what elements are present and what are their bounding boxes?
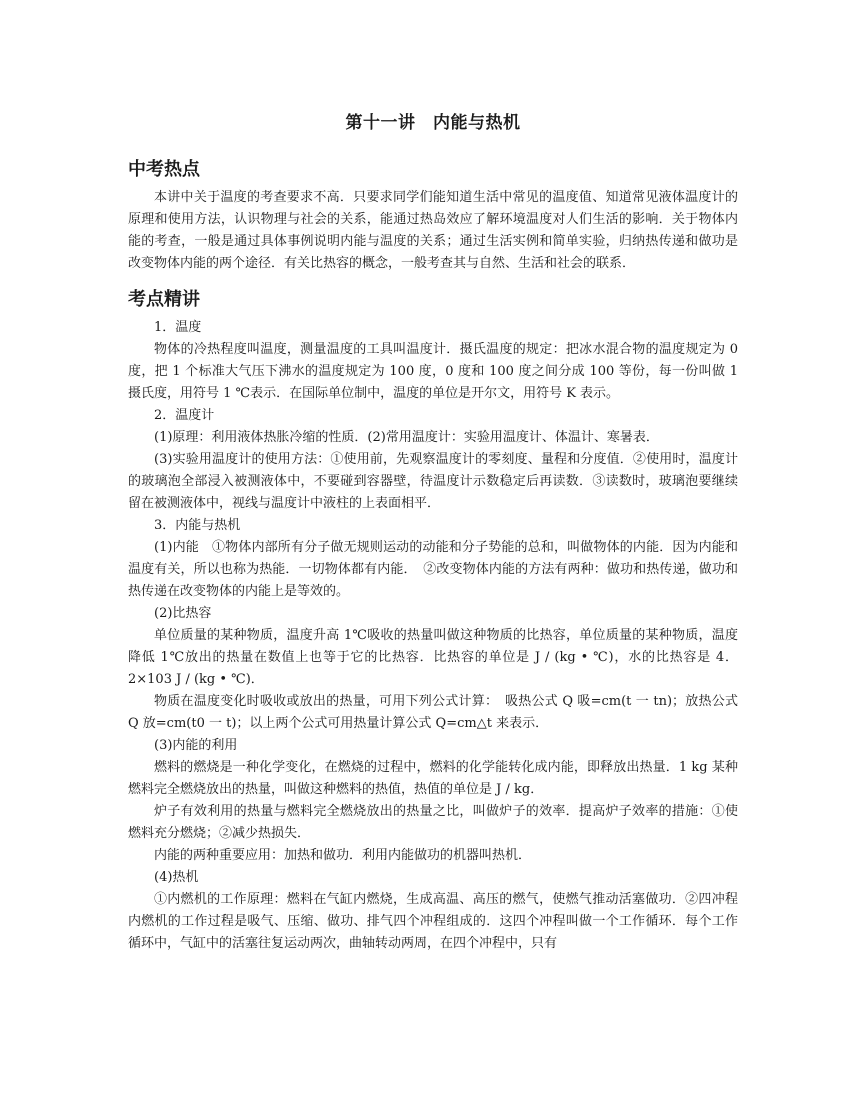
section-heading-hotspots: 中考热点 bbox=[128, 159, 200, 180]
subheading-thermometer: 2．温度计 bbox=[154, 408, 215, 423]
subheading-internal-energy: 3．内能与热机 bbox=[154, 518, 241, 533]
paragraph: 单位质量的某种物质，温度升高 1℃吸收的热量叫做这种物质的比热容，单位质量的某种物质，温度降低 1℃放出的热量在数值上也等于它的比热容．比热容的单位是 J / (kg • ℃)，水的比热容是 4．2×103 J / (kg • ℃)． bbox=[128, 628, 738, 687]
paragraph: (1)原理：利用液体热胀冷缩的性质．(2)常用温度计：实验用温度计、体温计、寒暑表． bbox=[154, 430, 659, 445]
subheading-heat-engine: (4)热机 bbox=[154, 870, 199, 885]
document-page bbox=[128, 108, 738, 955]
subheading-temperature: 1．温度 bbox=[154, 320, 202, 335]
paragraph: (1)内能 ①物体内部所有分子做无规则运动的动能和分子势能的总和，叫做物体的内能．因为内能和温度有关，所以也称为热能．一切物体都有内能． ②改变物体内能的方法有两种：做功和热传递，做功和热传递在改变物体的内能上是等效的。 bbox=[128, 540, 738, 599]
lecture-title: 第十一讲 内能与热机 bbox=[345, 113, 521, 133]
paragraph: 炉子有效利用的热量与燃料完全燃烧放出的热量之比，叫做炉子的效率．提高炉子效率的措施：①使燃料充分燃烧；②减少热损失． bbox=[128, 804, 738, 841]
paragraph: 物体的冷热程度叫温度，测量温度的工具叫温度计．摄氏温度的规定：把冰水混合物的温度规定为 0 度，把 1 个标准大气压下沸水的温度规定为 100 度，0 度和 100 度之间分成 100 等份，每一份叫做 1 摄氏度，用符号 1 ℃表示．在国际单位制中，温度的单位是开尔文，用符号 K 表示。 bbox=[128, 342, 738, 401]
section-heading-key-points: 考点精讲 bbox=[128, 289, 200, 310]
paragraph: (3)实验用温度计的使用方法：①使用前，先观察温度计的零刻度、量程和分度值．②使用时，温度计的玻璃泡全部浸入被测液体中，不要碰到容器壁，待温度计示数稳定后再读数．③读数时，玻璃泡要继续留在被测液体中，视线与温度计中液柱的上表面相平． bbox=[128, 452, 738, 511]
paragraph: 内能的两种重要应用：加热和做功．利用内能做功的机器叫热机． bbox=[154, 848, 532, 863]
paragraph: 本讲中关于温度的考查要求不高．只要求同学们能知道生活中常见的温度值、知道常见液体温度计的原理和使用方法，认识物理与社会的关系，能通过热岛效应了解环境温度对人们生活的影响．关于物体内能的考查，一般是通过具体事例说明内能与温度的关系；通过生活实例和简单实验，归纳热传递和做功是改变物体内能的两个途径．有关比热容的概念，一般考查其与自然、生活和社会的联系． bbox=[128, 190, 738, 271]
subheading-specific-heat: (2)比热容 bbox=[154, 606, 212, 621]
paragraph: 物质在温度变化时吸收或放出的热量，可用下列公式计算： 吸热公式 Q 吸=cm(t 一 tn)；放热公式 Q 放=cm(t0 一 t)；以上两个公式可用热量计算公式 Q=cm△t 来表示． bbox=[128, 694, 738, 731]
paragraph: ①内燃机的工作原理：燃料在气缸内燃烧，生成高温、高压的燃气，使燃气推动活塞做功．②四冲程内燃机的工作过程是吸气、压缩、做功、排气四个冲程组成的．这四个冲程叫做一个工作循环．每个工作循环中，气缸中的活塞往复运动两次，曲轴转动两周，在四个冲程中，只有 bbox=[128, 892, 738, 951]
subheading-energy-use: (3)内能的利用 bbox=[154, 738, 238, 753]
paragraph: 燃料的燃烧是一种化学变化，在燃烧的过程中，燃料的化学能转化成内能，即释放出热量．1 kg 某种燃料完全燃烧放出的热量，叫做这种燃料的热值，热值的单位是 J / kg． bbox=[128, 760, 738, 797]
